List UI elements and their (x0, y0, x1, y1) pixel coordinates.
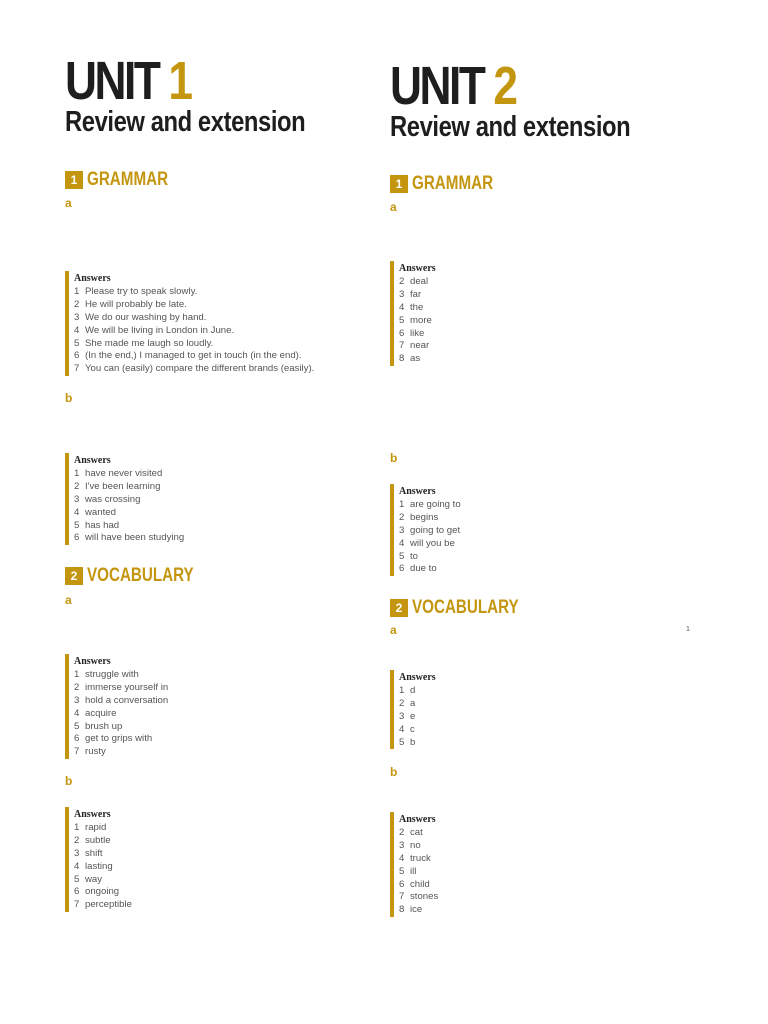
unit-number: 2 (493, 56, 516, 116)
answers-box (390, 484, 461, 576)
answer-item: 6 ongoing (74, 886, 120, 898)
answers-box (390, 261, 436, 366)
answer-item: 3 hold a conversation (74, 694, 169, 706)
unit-subtitle: Review and extension (65, 106, 306, 138)
answer-item: 4 will you be (399, 537, 455, 549)
answer-item: 2 subtle (74, 834, 111, 846)
answer-item: 1 rapid (74, 822, 107, 833)
answer-item: 3 e (399, 710, 416, 722)
answer-item: 5 to (399, 550, 419, 562)
answer-item: 4 truck (399, 852, 431, 864)
answers-box (390, 670, 436, 749)
answer-item: 4 wanted (74, 506, 116, 518)
answer-item: 1 have never visited (74, 468, 163, 479)
answer-item: 5 b (399, 736, 416, 748)
answer-item: 2 He will probably be late. (74, 298, 187, 310)
answers-label: Answers (399, 814, 436, 825)
answer-item: 5 has had (74, 519, 120, 531)
section-title: GRAMMAR (87, 169, 169, 190)
answer-item: 3 going to get (399, 524, 461, 536)
answer-item: 5 more (399, 314, 432, 326)
answer-item: 5 way (74, 873, 103, 885)
answers-label: Answers (74, 809, 111, 820)
section-vocabulary-heading (390, 597, 545, 619)
exercise-letter: a (65, 196, 72, 210)
answer-item: 7 You can (easily) compare the different brands (easily). (74, 363, 315, 375)
stray-mark: 1 (686, 626, 690, 633)
answer-item: 1 struggle with (74, 669, 139, 680)
answer-item: 7 stones (399, 891, 439, 903)
answer-item: 6 like (399, 327, 425, 339)
unit-title: UNIT 1 (65, 51, 191, 111)
answers-box (65, 453, 184, 545)
answer-item: 6 (In the end,) I managed to get in touch (in the end). (74, 350, 302, 362)
answer-item: 7 perceptible (74, 899, 132, 911)
answers-box (390, 812, 438, 917)
answer-item: 2 I've been learning (74, 480, 161, 492)
answer-item: 6 will have been studying (74, 532, 185, 544)
answer-item: 4 c (399, 723, 415, 735)
unit-subtitle: Review and extension (390, 111, 631, 143)
answer-item: 5 She made me laugh so loudly. (74, 337, 214, 349)
answer-item: 6 child (399, 878, 430, 890)
answer-item: 3 was crossing (74, 493, 141, 505)
answer-item: 3 far (399, 288, 422, 300)
section-title: VOCABULARY (412, 597, 519, 618)
answers-label: Answers (74, 656, 111, 667)
answer-item: 8 ice (399, 904, 423, 916)
section-number-badge: 2 (390, 599, 408, 617)
answer-item: 3 We do our washing by hand. (74, 311, 207, 323)
answer-item: 4 lasting (74, 860, 113, 872)
answer-item: 1 d (399, 685, 416, 696)
answers-label: Answers (74, 455, 111, 466)
section-number-badge: 1 (390, 175, 408, 193)
answer-item: 2 a (399, 697, 416, 709)
section-title: VOCABULARY (87, 565, 194, 586)
answers-box (65, 654, 168, 759)
answers-label: Answers (74, 273, 111, 284)
answer-item: 8 as (399, 353, 421, 365)
section-grammar-heading (390, 173, 513, 195)
answer-item: 3 no (399, 839, 421, 851)
answer-item: 5 brush up (74, 720, 123, 732)
exercise-letter: a (65, 593, 72, 607)
answer-item: 2 immerse yourself in (74, 681, 169, 693)
answer-item: 6 due to (399, 563, 437, 575)
answer-item: 5 ill (399, 865, 417, 877)
answer-item: 7 rusty (74, 746, 106, 758)
answer-item: 2 deal (399, 276, 429, 287)
answers-label: Answers (399, 672, 436, 683)
section-title: GRAMMAR (412, 173, 494, 194)
section-vocabulary-heading (65, 565, 220, 587)
answer-item: 4 acquire (74, 707, 117, 719)
answer-item: 2 cat (399, 827, 423, 838)
answer-item: 4 the (399, 301, 424, 313)
section-number-badge: 2 (65, 567, 83, 585)
exercise-letter: b (65, 391, 73, 405)
answer-item: 2 begins (399, 511, 439, 523)
answers-label: Answers (399, 263, 436, 274)
unit-title: UNIT 2 (390, 56, 516, 116)
answer-item: 1 Please try to speak slowly. (74, 286, 198, 297)
unit-number: 1 (168, 51, 191, 111)
answers-box (65, 271, 314, 376)
answer-item: 1 are going to (399, 499, 461, 510)
answer-item: 7 near (399, 340, 430, 352)
exercise-letter: a (390, 623, 397, 637)
answers-box (65, 807, 132, 912)
section-grammar-heading (65, 169, 188, 191)
answer-item: 3 shift (74, 847, 103, 859)
exercise-letter: b (390, 765, 398, 779)
section-number-badge: 1 (65, 171, 83, 189)
exercise-letter: b (390, 451, 398, 465)
answer-item: 4 We will be living in London in June. (74, 324, 235, 336)
answers-label: Answers (399, 486, 436, 497)
exercise-letter: b (65, 774, 73, 788)
exercise-letter: a (390, 200, 397, 214)
answer-item: 6 get to grips with (74, 733, 153, 745)
